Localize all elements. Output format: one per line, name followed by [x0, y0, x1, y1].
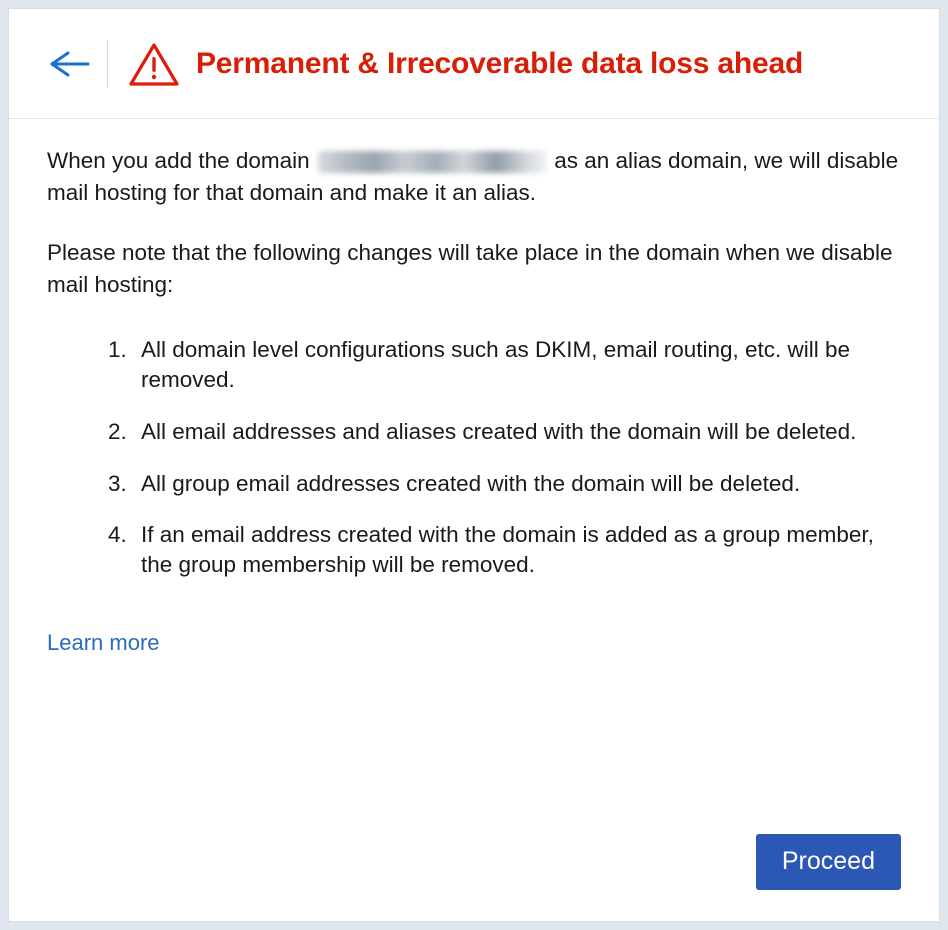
- list-item: 3. All group email addresses created with the domain will be deleted.: [133, 469, 901, 499]
- warning-triangle-icon: [128, 40, 180, 88]
- data-loss-warning-dialog: [8, 8, 940, 922]
- list-item: 2. All email addresses and aliases created with the domain will be deleted.: [133, 417, 901, 447]
- page-title: Permanent & Irrecoverable data loss ahead: [196, 46, 804, 80]
- warning-paragraph-2: Please note that the following changes will take place in the domain when we disable mail hosting:: [47, 239, 893, 297]
- changes-list: [47, 335, 901, 581]
- back-button[interactable]: [47, 41, 93, 87]
- header-divider: [107, 40, 108, 88]
- dialog-header: [9, 9, 939, 119]
- dialog-body: [9, 119, 939, 803]
- list-item: 1. All domain level configurations such as DKIM, email routing, etc. will be removed.: [133, 335, 901, 395]
- learn-more-link[interactable]: Learn more: [47, 630, 160, 656]
- warning-paragraph-1: [47, 145, 901, 209]
- paragraph-1-text-before: When you add the domain: [47, 148, 310, 173]
- redacted-domain-name: [318, 151, 546, 173]
- proceed-button[interactable]: Proceed: [756, 834, 901, 890]
- dialog-footer: [9, 803, 939, 921]
- list-item: 4. If an email address created with the domain is added as a group member, the group membership will be removed.: [133, 520, 901, 580]
- arrow-left-icon: [48, 49, 92, 79]
- paragraph-1-text-after: as an alias domain, we will disable mail hosting for that domain and make it an alias.: [47, 148, 899, 205]
